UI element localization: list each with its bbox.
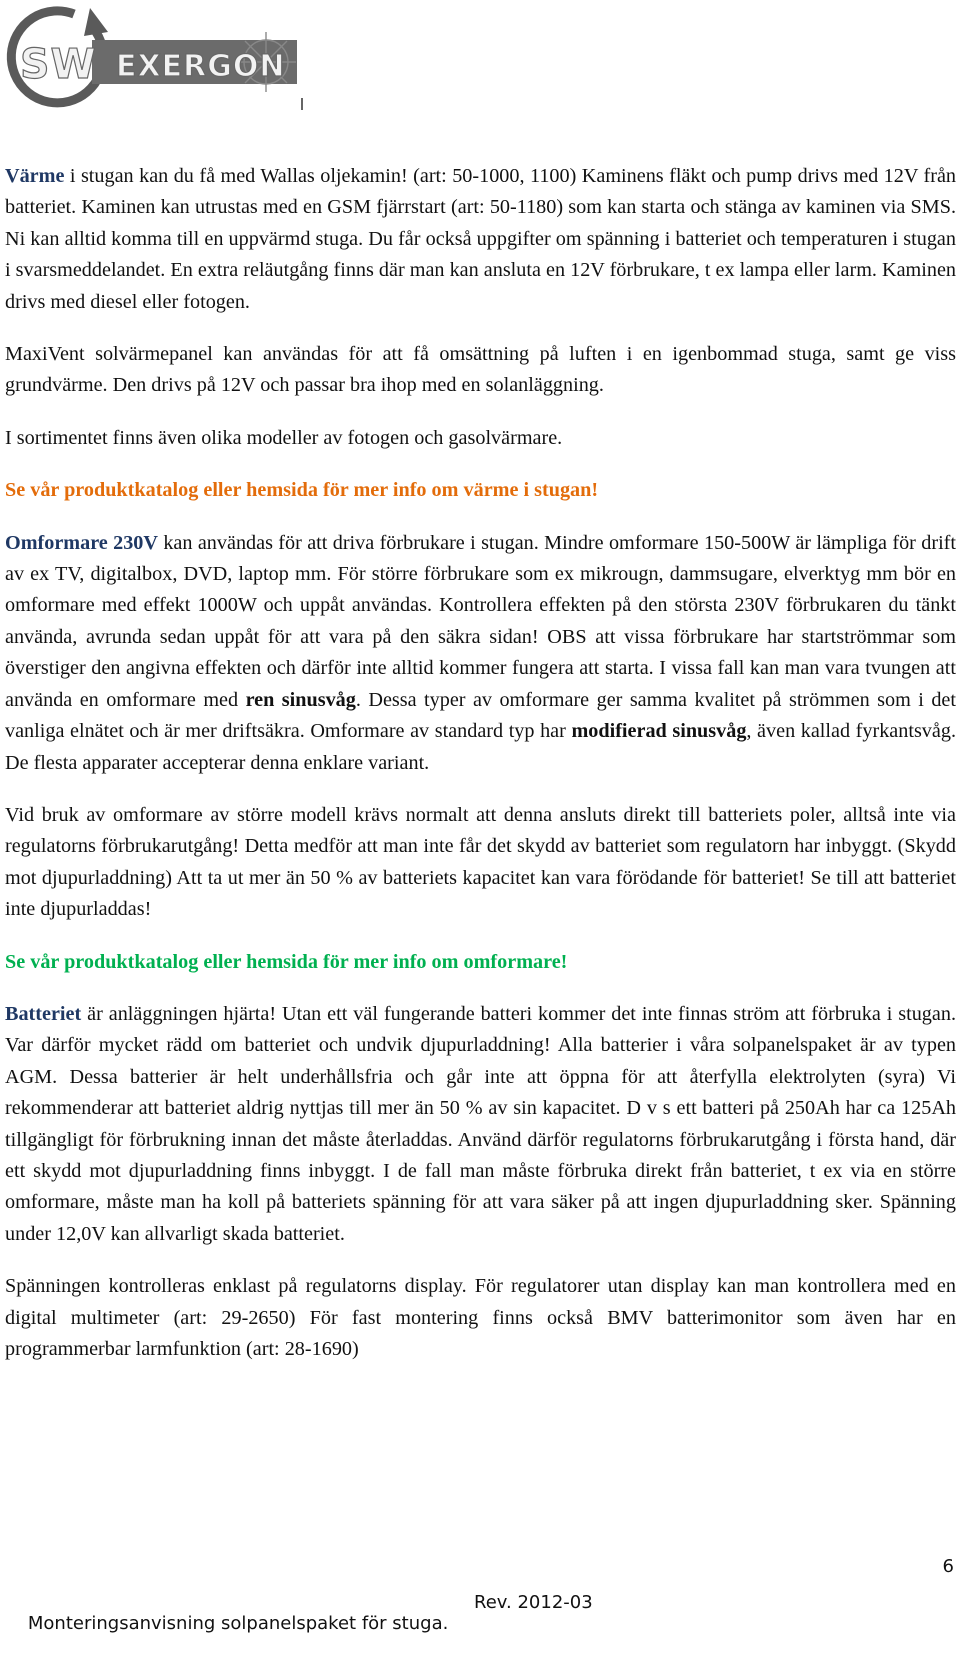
page-number: 6: [942, 1556, 954, 1577]
page-footer: [5, 1592, 593, 1676]
heating-heading: Värme: [5, 165, 65, 187]
logo-name: EXERGON: [116, 49, 286, 84]
sw-exergon-logo: [4, 2, 316, 114]
document-body: [5, 161, 956, 1386]
inverter-heading: Omformare 230V: [5, 531, 158, 554]
paragraph-text: , även kallad fyrkantsvåg. De flesta apparater accepterar denna enklare variant.: [5, 720, 957, 774]
paragraph-text: kan användas för att driva förbrukare i stugan. Mindre omformare 150-500W är lämpliga för drift av ex TV, digitalbox, DVD, laptop mm. För större förbrukare som ex mikrougn, dammsugare, elverktyg mm bör en omformare med effekt 1000W och uppåt användas. Kontrollera effekten på den största 230V förbrukaren du tänkt använda, avrunda sedan uppåt för att vara på den säkra sidan! OBS att vissa förbrukare har startströmmar som överstiger den angivna effekten och därför inte alltid kommer fungera att starta. I vissa fall kan man vara tvungen att använda en omformare med: [5, 531, 957, 711]
footer-title: Monteringsanvisning solpanelspaket för stuga.: [27, 1613, 449, 1634]
paragraph-voltage: Spänningen kontrolleras enklast på regulatorns display. För regulatorer utan display kan man kontrollera med en digital multimeter (art: 29-2650) För fast montering finns också BMV batterimonitor som även har en programmerbar larmfunktion (art: 28-1690): [5, 1275, 956, 1360]
logo-initials: SW: [20, 40, 97, 88]
footer-revision: Rev. 2012-03: [474, 1592, 593, 1613]
paragraph-text: är anläggningen hjärta! Utan ett väl fungerande batteri kommer det inte finnas ström att förbruka i stugan. Var därför mycket rädd om batteriet och undvik djupurladdning! Alla batterier i våra solpanelspaket är av typen AGM. Dessa batterier är helt underhållsfria och går inte att öppna för att återfylla elektrolyten (syra) Vi rekommenderar att batteriet aldrig nyttjas till mer än 50 % av sin kapacitet. D v s ett batteri på 250Ah har ca 125Ah tillgängligt för förbrukning innan det måste återladdas. Använd därför regulatorns förbrukarutgång i första hand, där ett skydd mot djupurladdning finns inbyggt. I de fall man måste förbruka direkt från batteriet, t ex via en större omformare, måste man ha koll på batteriets spänning för att vara säker på att ingen djupurladdning sker. Spänning under 12,0V kan allvarligt skada batteriet.: [5, 1002, 956, 1245]
pure-sine-term: ren sinusvåg: [245, 688, 356, 711]
paragraph-heaters: I sortimentet finns även olika modeller av fotogen och gasolvärmare.: [5, 426, 563, 449]
logo-graphic: [4, 2, 316, 114]
paragraph-heating: [5, 161, 956, 318]
paragraph-text: . Dessa typer av omformare ger samma kvalitet på strömmen som i det vanliga elnätet och är mer driftsäkra. Omformare av standard typ har: [5, 688, 956, 743]
cta-heating: Se vår produktkatalog eller hemsida för mer info om värme i stugan!: [5, 479, 599, 502]
paragraph-inverter-connection: Vid bruk av omformare av större modell krävs normalt att denna ansluts direkt till batteriets poler, alltså inte via regulatorns förbrukarutgång! Detta medför att man inte får det skydd av batteriet som regulatorn har inbyggt. (Skydd mot djupurladdning) Att ta ut mer än 50 % av batteriets kapacitet kan vara förödande för batteriet! Se till att batteriet inte djupurladdas!: [5, 803, 956, 921]
paragraph-maxivent: MaxiVent solvärmepanel kan användas för att få omsättning på luften i en igenbommad stuga, samt ge viss grundvärme. Den drivs på 12V och passar bra ihop med en solanläggning.: [5, 343, 956, 397]
modified-sine-term: modifierad sinusvåg: [571, 720, 747, 743]
paragraph-battery: [5, 999, 956, 1250]
battery-heading: Batteriet: [5, 1002, 82, 1025]
paragraph-inverter: [5, 528, 956, 779]
cta-inverter: Se vår produktkatalog eller hemsida för mer info om omformare!: [5, 950, 568, 973]
paragraph-text: i stugan kan du få med Wallas oljekamin! (art: 50-1000, 1100) Kaminens fläkt och pump drivs med 12V från batteriet. Kaminen kan utrustas med en GSM fjärrstart (art: 50-1180) som kan starta och stänga av kaminen via SMS. Ni kan alltid komma till en uppvärmd stuga. Du får också uppgifter om spänning i batteriet och temperaturen i stugan i svarsmeddelandet. En extra reläutgång finns där man kan ansluta en 12V förbrukare, t ex lampa eller larm. Kaminen drivs med diesel eller fotogen.: [5, 165, 956, 313]
